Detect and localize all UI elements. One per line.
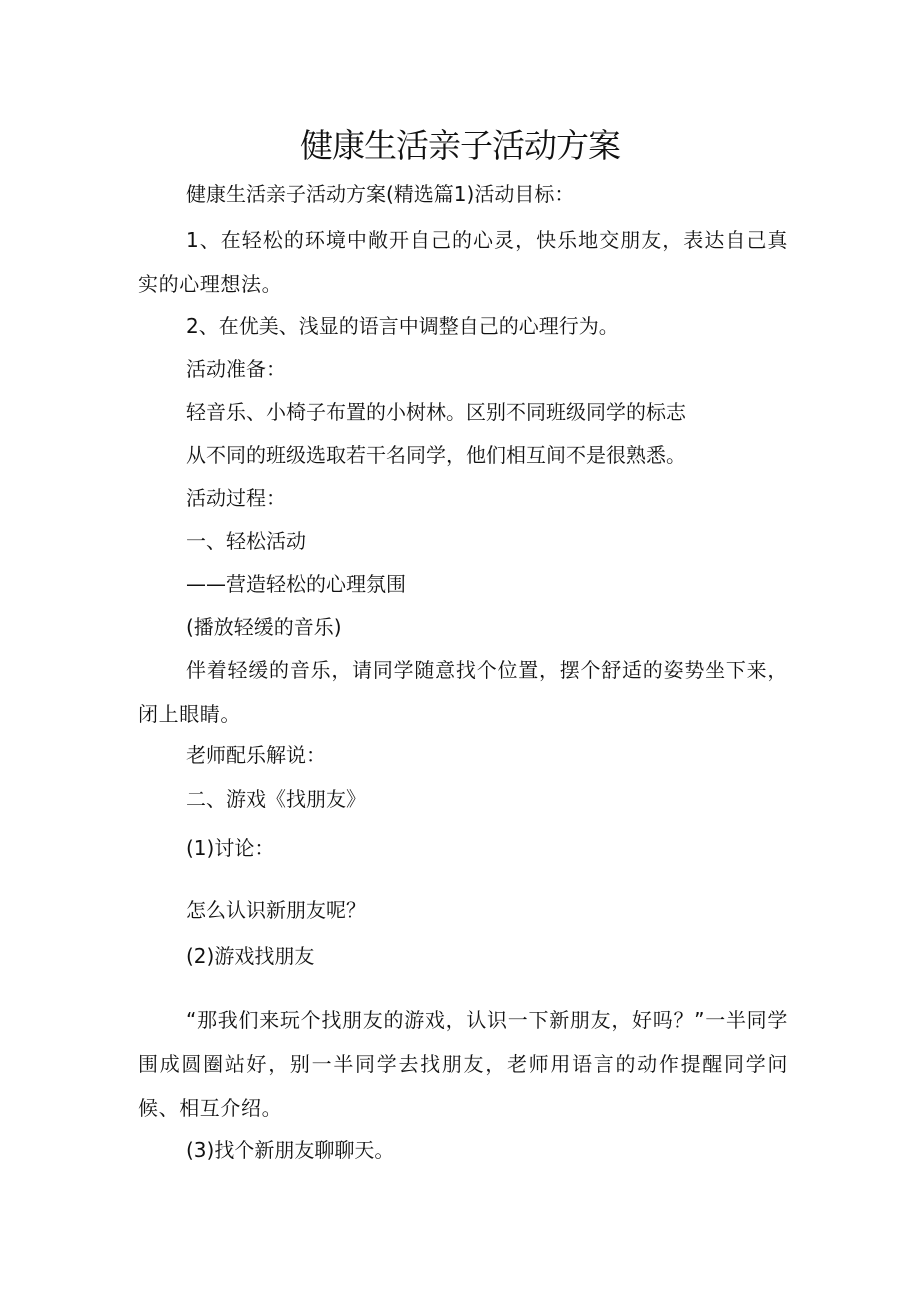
- goal-2-line: 2、在优美、浅显的语言中调整自己的心理行为。: [186, 314, 619, 338]
- intro-line: 健康生活亲子活动方案(精选篇1)活动目标：: [186, 182, 575, 206]
- step-1-line: (1)讨论：: [186, 836, 275, 860]
- preparation-heading: 活动准备：: [186, 357, 286, 381]
- teacher-line: 老师配乐解说：: [186, 743, 326, 767]
- goal-1-paragraph: 1、在轻松的环境中敞开自己的心灵，快乐地交朋友，表达自己真实的心理想法。: [138, 228, 788, 296]
- step-2-paragraph: “那我们来玩个找朋友的游戏，认识一下新朋友，好吗？”一半同学围成圆圈站好，别一半同学去找朋友，老师用语言的动作提醒同学问候、相互介绍。: [138, 1008, 788, 1120]
- section-1-subtitle: ——营造轻松的心理氛围: [186, 572, 406, 596]
- preparation-line-1: 轻音乐、小椅子布置的小树林。区别不同班级同学的标志: [186, 400, 686, 424]
- section-1-note: (播放轻缓的音乐): [186, 615, 342, 639]
- section-1-heading: 一、轻松活动: [186, 529, 306, 553]
- section-1-paragraph: 伴着轻缓的音乐，请同学随意找个位置，摆个舒适的姿势坐下来，闭上眼睛。: [138, 658, 788, 726]
- preparation-line-2: 从不同的班级选取若干名同学，他们相互间不是很熟悉。: [186, 443, 686, 467]
- step-1-question: 怎么认识新朋友呢？: [186, 898, 366, 922]
- process-heading: 活动过程：: [186, 486, 286, 510]
- section-2-heading: 二、游戏《找朋友》: [186, 787, 366, 811]
- step-2-line: (2)游戏找朋友: [186, 944, 315, 968]
- step-3-line: (3)找个新朋友聊聊天。: [186, 1138, 395, 1162]
- document-title: 健康生活亲子活动方案: [300, 126, 620, 165]
